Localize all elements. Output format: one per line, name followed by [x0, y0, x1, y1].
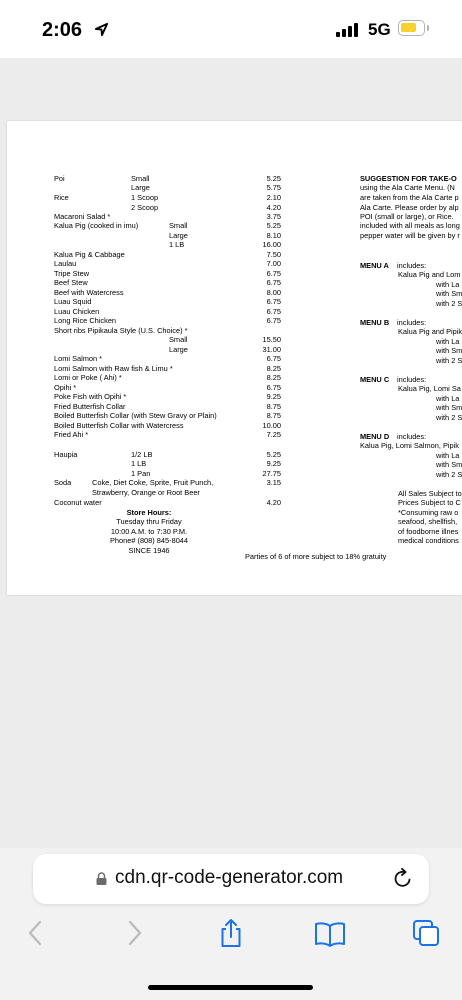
- menu-price: 2.10: [266, 193, 281, 202]
- store-hours-line: Phone# (808) 845-8044: [109, 536, 189, 545]
- menu-price: 8.25: [266, 373, 281, 382]
- takeout-menu-text: includes:: [397, 261, 427, 270]
- takeout-menu-text: with Sm: [436, 289, 462, 298]
- takeout-menu-text: *Consuming raw o: [398, 508, 459, 517]
- takeout-menu-text: of foodborne illnes: [398, 527, 459, 536]
- menu-item-text: 1 Pan: [131, 469, 151, 478]
- bookmarks-icon[interactable]: [314, 918, 346, 948]
- menu-item-text: Kalua Pig & Cabbage: [54, 250, 125, 259]
- menu-price: 8.00: [266, 288, 281, 297]
- takeout-menu-text: with 2 S: [436, 470, 462, 479]
- takeout-menu-text: with Sm: [436, 460, 462, 469]
- menu-item-text: Luau Chicken: [54, 307, 100, 316]
- status-bar: [0, 0, 462, 58]
- takeout-menu-text: All Sales Subject to: [398, 489, 462, 498]
- menu-price: 5.75: [266, 183, 281, 192]
- menu-price: 31.00: [262, 345, 281, 354]
- menu-item-text: Large: [131, 183, 150, 192]
- menu-item-text: Long Rice Chicken: [54, 316, 117, 325]
- menu-item-text: Lomi Salmon with Raw fish & Limu *: [54, 364, 173, 373]
- takeout-menu-text: SUGGESTION FOR TAKE-O: [360, 174, 457, 183]
- menu-item-text: Tripe Stew: [54, 269, 90, 278]
- menu-price: 7.50: [266, 250, 281, 259]
- menu-price: 3.15: [266, 478, 281, 487]
- takeout-menu-text: includes:: [397, 432, 427, 441]
- takeout-menu-text: Kalua Pig and Pipik: [398, 327, 462, 336]
- cellular-signal-icon: [336, 23, 362, 37]
- menu-item-text: Lomi or Poke ( Ahi) *: [54, 373, 122, 382]
- menu-item-text: Small: [169, 221, 188, 230]
- takeout-menu-text: with 2 S: [436, 413, 462, 422]
- menu-item-text: Haupia: [54, 450, 78, 459]
- menu-price: 15.50: [262, 335, 281, 344]
- menu-item-text: Large: [169, 345, 188, 354]
- location-arrow-icon: [94, 22, 109, 37]
- menu-item-text: Coke, Diet Coke, Sprite, Fruit Punch,: [92, 478, 214, 487]
- address-bar[interactable]: [33, 854, 429, 904]
- takeout-menu-text: MENU B: [360, 318, 390, 327]
- takeout-menu-text: includes:: [397, 375, 427, 384]
- menu-document[interactable]: [7, 121, 462, 595]
- menu-price: 16.00: [262, 240, 281, 249]
- takeout-menu-text: Kalua Pig, Lomi Salmon, Pipik: [360, 441, 460, 450]
- menu-price: 9.25: [266, 459, 281, 468]
- takeout-menu-text: MENU D: [360, 432, 390, 441]
- takeout-menu-text: Ala Carte. Please order by alp: [360, 203, 459, 212]
- menu-item-text: 1 Scoop: [131, 193, 159, 202]
- share-icon[interactable]: [216, 918, 246, 948]
- takeout-menu-text: POI (small or large), or Rice.: [360, 212, 454, 221]
- menu-item-text: Kalua Pig (cooked in imu): [54, 221, 139, 230]
- takeout-menu-text: with La: [436, 451, 460, 460]
- menu-item-text: 2 Scoop: [131, 203, 159, 212]
- network-type: 5G: [368, 20, 391, 39]
- gratuity-note: Parties of 6 of more subject to 18% gratuity: [245, 552, 387, 561]
- menu-item-text: Small: [131, 174, 150, 183]
- menu-price: 6.75: [266, 354, 281, 363]
- menu-item-text: 1/2 LB: [131, 450, 153, 459]
- menu-item-text: Beef with Watercress: [54, 288, 124, 297]
- menu-price: 10.00: [262, 421, 281, 430]
- takeout-menu-text: with La: [436, 394, 460, 403]
- menu-price: 6.75: [266, 307, 281, 316]
- menu-price: 9.25: [266, 392, 281, 401]
- menu-price: 6.75: [266, 297, 281, 306]
- takeout-menu-text: are taken from the Ala Carte p: [360, 193, 459, 202]
- takeout-menu-text: medical conditions: [398, 536, 459, 545]
- menu-item-text: Lomi Salmon *: [54, 354, 103, 363]
- lock-icon: [96, 872, 107, 885]
- menu-item-text: Beef Stew: [54, 278, 88, 287]
- menu-item-text: Strawberry, Orange or Root Beer: [92, 488, 200, 497]
- takeout-menu-text: with La: [436, 280, 460, 289]
- takeout-menu-text: pepper water will be given by r: [360, 231, 460, 240]
- menu-item-text: Fried Ahi *: [54, 430, 89, 439]
- home-indicator: [148, 985, 313, 990]
- address-url: cdn.qr-code-generator.com: [115, 867, 344, 888]
- menu-item-text: Short ribs Pipikaula Style (U.S. Choice) *: [54, 326, 188, 335]
- menu-price: 6.75: [266, 269, 281, 278]
- menu-price: 8.75: [266, 411, 281, 420]
- takeout-menu-text: with 2 S: [436, 299, 462, 308]
- menu-price: 7.00: [266, 259, 281, 268]
- takeout-menu-text: MENU A: [360, 261, 389, 270]
- tabs-icon[interactable]: [411, 918, 441, 948]
- menu-item-text: Poke Fish with Opihi *: [54, 392, 127, 401]
- menu-price: 4.20: [266, 203, 281, 212]
- menu-item-text: 1 LB: [131, 459, 147, 468]
- menu-price: 5.25: [266, 221, 281, 230]
- menu-item-text: Laulau: [54, 259, 77, 268]
- menu-price: 6.75: [266, 316, 281, 325]
- menu-item-text: Boiled Butterfish Collar with Watercress: [54, 421, 184, 430]
- takeout-menu-text: with La: [436, 337, 460, 346]
- menu-price: 3.75: [266, 212, 281, 221]
- takeout-menu-text: with 2 S: [436, 356, 462, 365]
- status-time: [42, 19, 109, 42]
- status-time-text: 2:06: [42, 19, 83, 41]
- menu-item-text: Boiled Butterfish Collar (with Stew Gravy or Plain): [54, 411, 217, 420]
- store-hours-line: Store Hours:: [126, 508, 172, 517]
- reload-icon[interactable]: [392, 867, 414, 889]
- menu-item-text: Large: [169, 231, 188, 240]
- forward-icon[interactable]: [119, 918, 149, 948]
- menu-item-text: 1 LB: [169, 240, 185, 249]
- menu-price: 5.25: [266, 450, 281, 459]
- menu-item-text: Luau Squid: [54, 297, 92, 306]
- menu-item-text: Coconut water: [54, 498, 102, 507]
- store-hours-line: 10:00 A.M. to 7:30 P.M.: [110, 527, 188, 536]
- menu-price: 5.25: [266, 174, 281, 183]
- menu-price: 4.20: [266, 498, 281, 507]
- takeout-menu-text: Kalua Pig and Lom: [398, 270, 461, 279]
- store-hours-line: Tuesday thru Friday: [116, 517, 182, 526]
- battery-icon: [398, 20, 425, 36]
- menu-item-text: Soda: [54, 478, 72, 487]
- takeout-menu-text: Kalua Pig, Lomi Sa: [398, 384, 461, 393]
- menu-price: 6.75: [266, 383, 281, 392]
- menu-price: 27.75: [262, 469, 281, 478]
- takeout-menu-text: with Sm: [436, 403, 462, 412]
- store-hours-line: SINCE 1946: [128, 546, 170, 555]
- menu-item-text: Rice: [54, 193, 69, 202]
- menu-item-text: Opihi *: [54, 383, 77, 392]
- takeout-menu-text: Prices Subject to C: [398, 498, 461, 507]
- menu-price: 7.25: [266, 430, 281, 439]
- takeout-menu-text: seafood, shellfish,: [398, 517, 458, 526]
- menu-item-text: Poi: [54, 174, 65, 183]
- menu-item-text: Small: [169, 335, 188, 344]
- menu-price: 6.75: [266, 278, 281, 287]
- menu-price: 8.25: [266, 364, 281, 373]
- takeout-menu-text: included with all meals as long: [360, 221, 460, 230]
- menu-price: 8.75: [266, 402, 281, 411]
- takeout-menu-text: using the Ala Carte Menu. (N: [360, 183, 455, 192]
- takeout-menu-text: with Sm: [436, 346, 462, 355]
- takeout-menu-text: includes:: [397, 318, 427, 327]
- back-icon[interactable]: [21, 918, 51, 948]
- takeout-menu-text: MENU C: [360, 375, 390, 384]
- menu-item-text: Fried Butterfish Collar: [54, 402, 126, 411]
- menu-item-text: Macaroni Salad *: [54, 212, 111, 221]
- menu-price: 8.10: [266, 231, 281, 240]
